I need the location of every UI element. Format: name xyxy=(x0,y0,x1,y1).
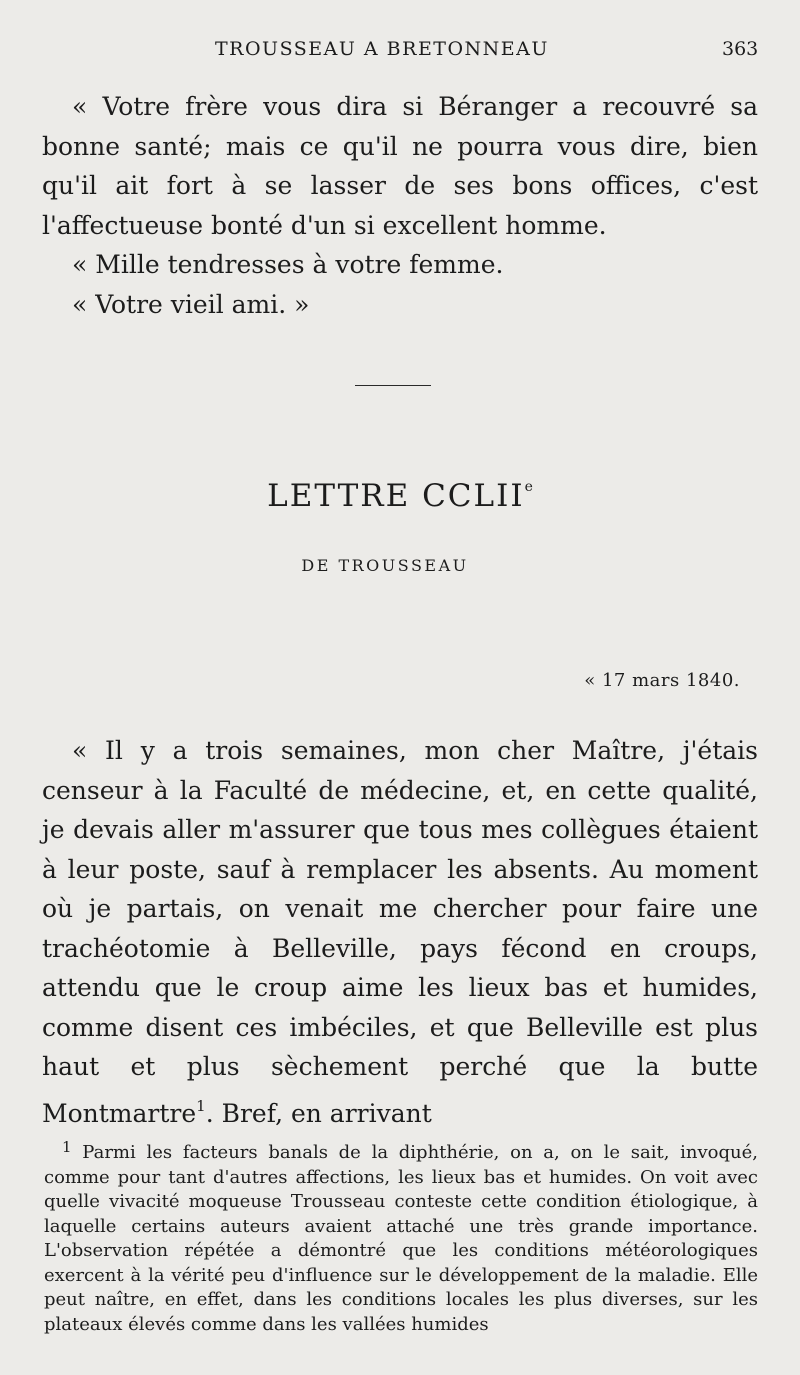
section-divider xyxy=(355,385,431,386)
letter-paragraph-tail: . Bref, en arrivant xyxy=(205,1098,432,1128)
letter-paragraph xyxy=(42,731,758,1133)
letter-author: DE TROUSSEAU xyxy=(301,556,469,575)
closing-paragraph: « Votre frère vous dira si Béranger a recouvré sa bonne santé; mais ce qu'il ne pourra vous dire, bien qu'il ait fort à se lasser de ses bons offices, c'est l'affectueuse bonté d'un si excellent homme. xyxy=(42,92,758,240)
footnote xyxy=(44,1135,758,1337)
previous-letter-closing xyxy=(42,87,758,324)
running-head: TROUSSEAU A BRETONNEAU xyxy=(215,38,549,60)
letter-title xyxy=(0,478,800,514)
page-header xyxy=(0,38,800,68)
closing-greeting: « Mille tendresses à votre femme. xyxy=(72,250,504,279)
closing-signature: « Votre vieil ami. » xyxy=(72,289,310,319)
footnote-marker: 1 xyxy=(62,1138,72,1156)
page-number: 363 xyxy=(722,38,759,60)
letter-paragraph-text: « Il y a trois semaines, mon cher Maître, j'étais censeur à la Faculté de médecine, et, en cette qualité, je devais aller m'assurer que tous mes collègues étaient à leur poste, sauf à remplacer les absents. Au moment où je partais, on venait me chercher pour faire une trachéotomie à Belleville, pays fécond en croups, attendu que le croup aime les lieux bas et humides, comme disent ces imbéciles, et que Belleville est plus haut et plus sèchement perché que la butte Montmartre xyxy=(42,736,758,1128)
letter-title-suffix: e xyxy=(524,479,533,495)
footnote-reference: 1 xyxy=(196,1096,206,1115)
letter-date: « 17 mars 1840. xyxy=(584,670,740,691)
letter-body xyxy=(42,731,758,1133)
footnotes xyxy=(44,1135,758,1337)
letter-title-text: LETTRE CCLII xyxy=(267,478,525,514)
footnote-text: Parmi les facteurs banals de la diphthérie, on a, on le sait, invoqué, comme pour tant d'autres affections, les lieux bas et humides. On voit avec quelle vivacité moqueuse Trousseau conteste cette condition étiologique, à laquelle certains auteurs avaient attaché une très grande importance. L'observation répétée a démontré que les conditions météorologiques exercent à la vérité peu d'influence sur le développement de la maladie. Elle peut naître, en effet, dans les conditions locales les plus diverses, sur les plateaux élevés comme dans les vallées humides xyxy=(44,1142,758,1335)
